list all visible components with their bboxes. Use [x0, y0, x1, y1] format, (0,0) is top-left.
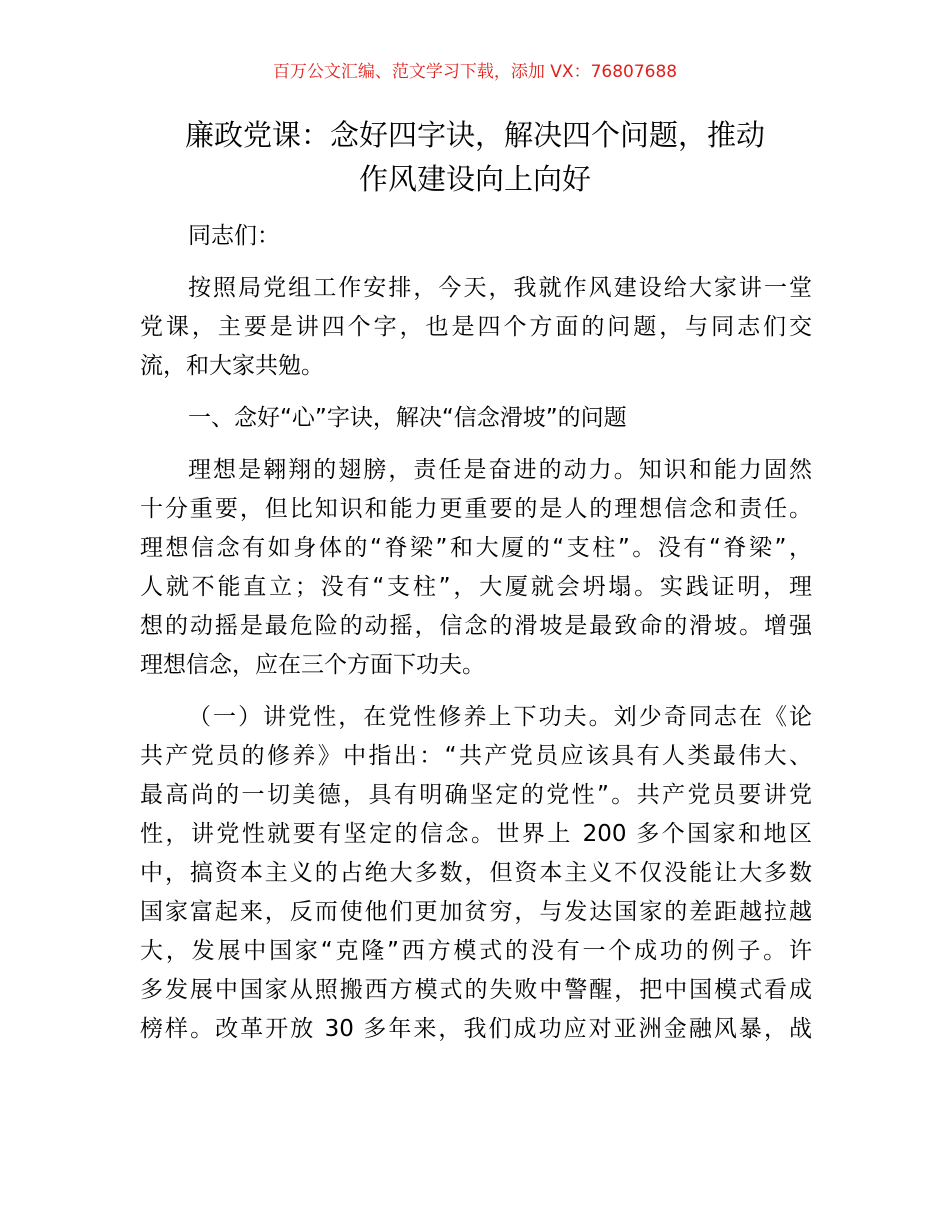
- text-line: 想的动摇是最危险的动摇，信念的滑坡是最致命的滑坡。增强: [140, 613, 812, 639]
- paragraph: [140, 269, 812, 386]
- text-line: 流，和大家共勉。: [140, 353, 324, 379]
- text-line: 榜样。改革开放 30 多年来，我们成功应对亚洲金融风暴，战: [140, 1016, 812, 1042]
- document-body: [140, 217, 812, 1062]
- paragraph: [140, 698, 812, 1049]
- title-line: 廉政党课：念好四字诀，解决四个问题，推动: [184, 118, 765, 152]
- text-line: 最高尚的一切美德，具有明确坚定的党性”。共产党员要讲党: [140, 782, 812, 808]
- text-line: 十分重要，但比知识和能力更重要的是人的理想信念和责任。: [140, 496, 812, 522]
- text-line: 同志们：: [188, 223, 280, 249]
- text-line: 国家富起来，反而使他们更加贫穷，与发达国家的差距越拉越: [140, 899, 812, 925]
- text-line: 性，讲党性就要有坚定的信念。世界上 200 多个国家和地区: [140, 821, 812, 847]
- text-line: 人就不能直立；没有“支柱”，大厦就会坍塌。实践证明，理: [140, 574, 812, 600]
- text-line: 理想信念有如身体的“脊梁”和大厦的“支柱”。没有“脊梁”，: [140, 535, 812, 561]
- paragraph: [140, 451, 812, 685]
- paragraph: [140, 217, 812, 256]
- title-line: 作风建设向上向好: [358, 162, 591, 196]
- text-line: 一、念好“心”字诀，解决“信念滑坡”的问题: [188, 405, 627, 431]
- text-line: 中，搞资本主义的占绝大多数，但资本主义不仅没能让大多数: [140, 860, 812, 886]
- watermark-header: 百万公文汇编、范文学习下载，添加 VX：76807688: [272, 62, 678, 82]
- text-line: 理想是翱翔的翅膀，责任是奋进的动力。知识和能力固然: [188, 457, 812, 483]
- text-line: 理想信念，应在三个方面下功夫。: [140, 652, 485, 678]
- document-title: [0, 113, 950, 201]
- paragraph: [140, 399, 812, 438]
- text-line: 多发展中国家从照搬西方模式的失败中警醒，把中国模式看成: [140, 977, 812, 1003]
- text-line: 共产党员的修养》中指出：“共产党员应该具有人类最伟大、: [140, 743, 812, 769]
- text-line: 按照局党组工作安排，今天，我就作风建设给大家讲一堂: [188, 275, 812, 301]
- text-line: 大，发展中国家“克隆”西方模式的没有一个成功的例子。许: [140, 938, 812, 964]
- text-line: 党课，主要是讲四个字，也是四个方面的问题，与同志们交: [140, 314, 812, 340]
- text-line: （一）讲党性，在党性修养上下功夫。刘少奇同志在《论: [188, 704, 812, 730]
